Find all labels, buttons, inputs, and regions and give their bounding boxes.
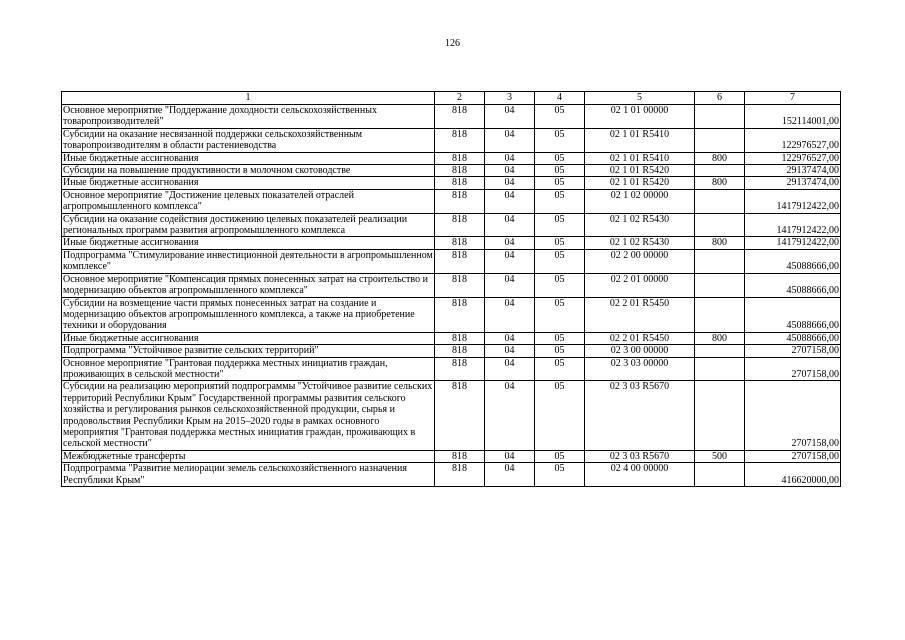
row-col-3: 04 (485, 177, 535, 189)
row-amount: 1417912422,00 (745, 189, 841, 213)
row-col-5: 02 1 02 00000 (585, 189, 695, 213)
table-row (62, 357, 841, 381)
row-col-6: 800 (695, 237, 745, 249)
row-amount: 2707158,00 (745, 345, 841, 357)
row-amount: 45088666,00 (745, 297, 841, 332)
row-col-4: 05 (535, 273, 585, 297)
row-col-3: 04 (485, 297, 535, 332)
row-col-5: 02 1 01 R5420 (585, 177, 695, 189)
row-amount: 152114001,00 (745, 105, 841, 129)
row-col-4: 05 (535, 152, 585, 164)
header-col-4: 4 (535, 92, 585, 105)
row-col-4: 05 (535, 128, 585, 152)
row-amount: 45088666,00 (745, 332, 841, 344)
header-row (62, 92, 841, 105)
row-col-2: 818 (435, 249, 485, 273)
row-col-4: 05 (535, 332, 585, 344)
row-col-2: 818 (435, 189, 485, 213)
table-row (62, 332, 841, 344)
table-row (62, 128, 841, 152)
row-col-3: 04 (485, 381, 535, 450)
header-col-7: 7 (745, 92, 841, 105)
budget-table (61, 91, 841, 487)
row-col-3: 04 (485, 249, 535, 273)
header-col-2: 2 (435, 92, 485, 105)
row-col-4: 05 (535, 165, 585, 177)
row-col-3: 04 (485, 345, 535, 357)
row-col-2: 818 (435, 177, 485, 189)
row-col-5: 02 1 01 R5410 (585, 128, 695, 152)
row-col-4: 05 (535, 463, 585, 487)
row-col-3: 04 (485, 105, 535, 129)
row-col-3: 04 (485, 152, 535, 164)
row-col-2: 818 (435, 297, 485, 332)
row-col-4: 05 (535, 345, 585, 357)
row-amount: 45088666,00 (745, 273, 841, 297)
table-row (62, 297, 841, 332)
row-col-2: 818 (435, 213, 485, 237)
row-col-6 (695, 189, 745, 213)
row-col-6: 800 (695, 177, 745, 189)
table-row (62, 177, 841, 189)
row-name: Подпрограмма "Развитие мелиорации земель сельскохозяйственного назначения Республики Крым" (62, 463, 435, 487)
row-amount: 122976527,00 (745, 128, 841, 152)
row-col-6 (695, 297, 745, 332)
row-col-3: 04 (485, 128, 535, 152)
header-col-3: 3 (485, 92, 535, 105)
row-col-3: 04 (485, 213, 535, 237)
row-col-5: 02 3 00 00000 (585, 345, 695, 357)
table-row (62, 237, 841, 249)
row-name: Основное мероприятие "Достижение целевых показателей отраслей агропромышленного комплекса" (62, 189, 435, 213)
row-col-5: 02 1 02 R5430 (585, 237, 695, 249)
row-col-6 (695, 128, 745, 152)
row-col-5: 02 1 02 R5430 (585, 213, 695, 237)
header-col-5: 5 (585, 92, 695, 105)
row-col-5: 02 3 03 R5670 (585, 450, 695, 462)
row-col-6 (695, 345, 745, 357)
row-amount: 1417912422,00 (745, 237, 841, 249)
row-col-4: 05 (535, 249, 585, 273)
row-name: Субсидии на повышение продуктивности в молочном скотоводстве (62, 165, 435, 177)
row-col-2: 818 (435, 273, 485, 297)
row-amount: 45088666,00 (745, 249, 841, 273)
row-col-4: 05 (535, 177, 585, 189)
table-row (62, 165, 841, 177)
row-name: Субсидии на оказание несвязанной поддержки сельскохозяйственным товаропроизводителям в области растениеводства (62, 128, 435, 152)
row-col-2: 818 (435, 381, 485, 450)
row-col-5: 02 1 01 00000 (585, 105, 695, 129)
row-col-4: 05 (535, 105, 585, 129)
row-col-3: 04 (485, 450, 535, 462)
row-col-6 (695, 165, 745, 177)
page-number: 126 (445, 38, 460, 49)
row-col-2: 818 (435, 357, 485, 381)
row-col-4: 05 (535, 357, 585, 381)
row-col-3: 04 (485, 189, 535, 213)
table-row (62, 189, 841, 213)
header-col-1: 1 (62, 92, 435, 105)
row-name: Иные бюджетные ассигнования (62, 237, 435, 249)
table-row (62, 105, 841, 129)
row-name: Иные бюджетные ассигнования (62, 177, 435, 189)
row-col-6 (695, 273, 745, 297)
row-col-2: 818 (435, 332, 485, 344)
row-col-5: 02 4 00 00000 (585, 463, 695, 487)
row-col-6 (695, 357, 745, 381)
row-col-4: 05 (535, 213, 585, 237)
table-row (62, 273, 841, 297)
row-col-5: 02 2 00 00000 (585, 249, 695, 273)
row-name: Основное мероприятие "Компенсация прямых понесенных затрат на строительство и модернизацию объектов агропромышленного комплекса" (62, 273, 435, 297)
row-col-2: 818 (435, 463, 485, 487)
row-col-5: 02 3 03 00000 (585, 357, 695, 381)
row-name: Субсидии на реализацию мероприятий подпрограммы "Устойчивое развитие сельских территорий Республики Крым" Государственной программы развития сельского хозяйства и регулирования рынков сельскохозяйственной продукции, сырья и продовольствия Республики Крым на 2015–2020 годы в рамках основного мероприятия "Грантовая поддержка местных инициатив граждан, проживающих в сельской местности" (62, 381, 435, 450)
row-col-4: 05 (535, 381, 585, 450)
row-name: Основное мероприятие "Грантовая поддержка местных инициатив граждан, проживающих в сельской местности" (62, 357, 435, 381)
row-col-2: 818 (435, 128, 485, 152)
row-col-2: 818 (435, 152, 485, 164)
row-col-6 (695, 105, 745, 129)
budget-table-container (61, 91, 840, 487)
row-amount: 2707158,00 (745, 450, 841, 462)
table-row (62, 249, 841, 273)
row-col-3: 04 (485, 165, 535, 177)
header-col-6: 6 (695, 92, 745, 105)
row-col-6 (695, 213, 745, 237)
row-col-3: 04 (485, 237, 535, 249)
row-col-5: 02 2 01 00000 (585, 273, 695, 297)
row-col-6 (695, 249, 745, 273)
row-col-6: 800 (695, 152, 745, 164)
row-col-5: 02 3 03 R5670 (585, 381, 695, 450)
row-name: Основное мероприятие "Поддержание доходности сельскохозяйственных товаропроизводителей" (62, 105, 435, 129)
row-name: Иные бюджетные ассигнования (62, 332, 435, 344)
row-name: Субсидии на возмещение части прямых понесенных затрат на создание и модернизацию объектов агропромышленного комплекса, а также на приобретение техники и оборудования (62, 297, 435, 332)
row-amount: 2707158,00 (745, 381, 841, 450)
table-row (62, 450, 841, 462)
row-col-5: 02 2 01 R5450 (585, 332, 695, 344)
row-col-3: 04 (485, 332, 535, 344)
row-name: Межбюджетные трансферты (62, 450, 435, 462)
row-col-2: 818 (435, 165, 485, 177)
row-col-6: 500 (695, 450, 745, 462)
row-col-4: 05 (535, 189, 585, 213)
row-amount: 416620000,00 (745, 463, 841, 487)
row-amount: 2707158,00 (745, 357, 841, 381)
row-name: Подпрограмма "Стимулирование инвестиционной деятельности в агропромышленном комплексе" (63, 249, 433, 273)
row-name: Иные бюджетные ассигнования (62, 152, 435, 164)
row-amount: 1417912422,00 (745, 213, 841, 237)
row-amount: 122976527,00 (745, 152, 841, 164)
row-col-4: 05 (535, 297, 585, 332)
table-row (62, 381, 841, 450)
table-row (62, 213, 841, 237)
row-col-6: 800 (695, 332, 745, 344)
row-col-4: 05 (535, 450, 585, 462)
table-row (62, 152, 841, 164)
row-col-3: 04 (485, 357, 535, 381)
row-col-3: 04 (485, 463, 535, 487)
row-col-5: 02 1 01 R5410 (585, 152, 695, 164)
row-col-2: 818 (435, 450, 485, 462)
table-row (62, 345, 841, 357)
row-name: Подпрограмма "Устойчивое развитие сельских территорий" (62, 345, 435, 357)
row-col-4: 05 (535, 237, 585, 249)
row-col-2: 818 (435, 237, 485, 249)
row-name: Субсидии на оказание содействия достижению целевых показателей реализации региональных программ развития агропромышленного комплекса (62, 213, 435, 237)
row-col-3: 04 (485, 273, 535, 297)
row-col-2: 818 (435, 105, 485, 129)
row-col-5: 02 1 01 R5420 (585, 165, 695, 177)
row-amount: 29137474,00 (745, 177, 841, 189)
row-col-6 (695, 463, 745, 487)
row-col-6 (695, 381, 745, 450)
row-col-2: 818 (435, 345, 485, 357)
row-col-5: 02 2 01 R5450 (585, 297, 695, 332)
row-amount: 29137474,00 (745, 165, 841, 177)
table-row (62, 463, 841, 487)
